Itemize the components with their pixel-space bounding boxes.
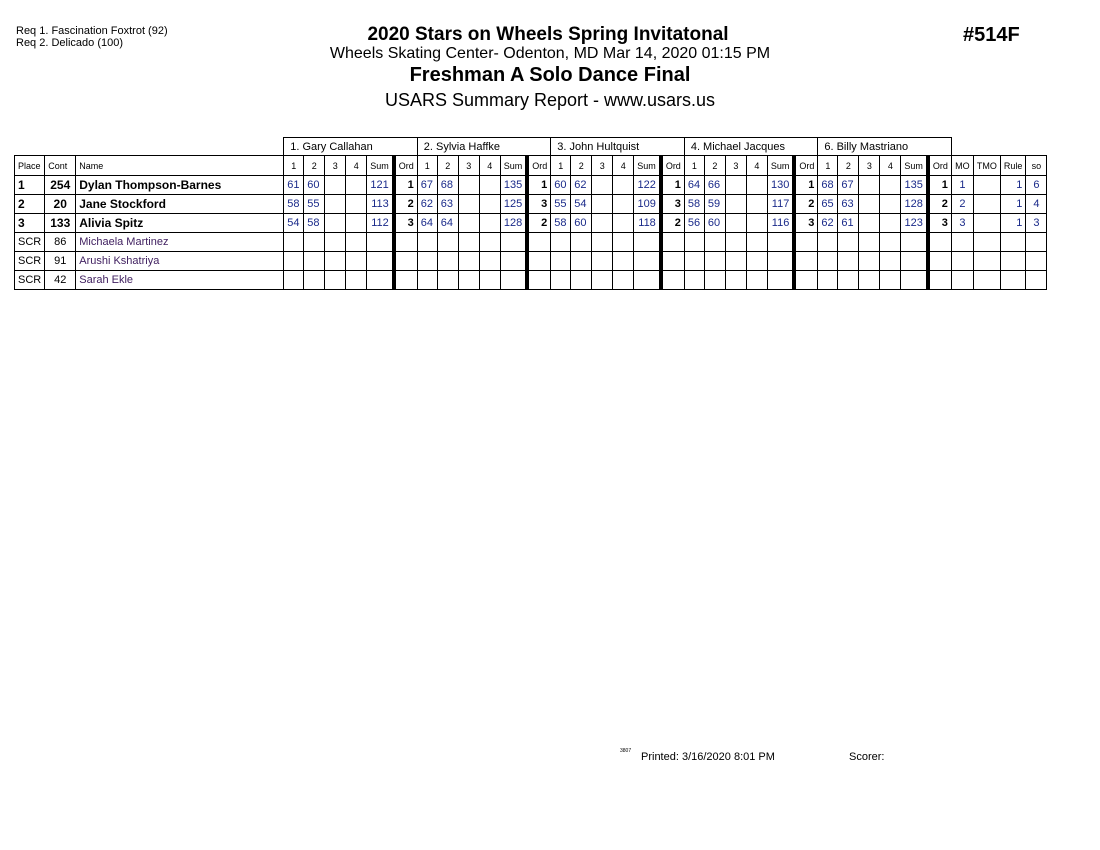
mo-header: MO <box>951 156 973 176</box>
rule: 1 <box>1000 214 1026 233</box>
column-header-row <box>15 156 1047 176</box>
mark-header: 2 <box>304 156 325 176</box>
judge-mark <box>346 214 367 233</box>
so <box>1026 252 1047 271</box>
table-row <box>15 271 1047 290</box>
judge-mark <box>437 252 458 271</box>
judge-mark: 64 <box>417 214 437 233</box>
judge-ordinal <box>394 252 418 271</box>
judge-ordinal <box>794 271 818 290</box>
skater-name: Alivia Spitz <box>76 214 284 233</box>
judge-mark: 55 <box>304 195 325 214</box>
judge-sum <box>901 271 928 290</box>
skater-name: Michaela Martinez <box>76 233 284 252</box>
judge-sum: 109 <box>634 195 661 214</box>
so-header: so <box>1026 156 1047 176</box>
judge-mark <box>859 271 880 290</box>
judge-mark <box>859 195 880 214</box>
place: 3 <box>15 214 45 233</box>
mark-header: 4 <box>880 156 901 176</box>
judge-sum <box>367 233 394 252</box>
mark-header: 2 <box>437 156 458 176</box>
judge-mark: 68 <box>437 176 458 195</box>
judge-mark <box>746 195 767 214</box>
judge-mark <box>458 233 479 252</box>
judge-mark <box>746 252 767 271</box>
judge-mark: 62 <box>571 176 592 195</box>
judge-mark <box>684 271 704 290</box>
judge-mark: 60 <box>571 214 592 233</box>
judge-sum <box>367 252 394 271</box>
judge-mark: 64 <box>437 214 458 233</box>
judge-sum: 135 <box>901 176 928 195</box>
rule <box>1000 233 1026 252</box>
judge-ordinal <box>928 252 952 271</box>
judge-sum <box>500 233 527 252</box>
judge-mark: 58 <box>284 195 304 214</box>
spacer <box>15 138 284 156</box>
rule <box>1000 271 1026 290</box>
report-title: USARS Summary Report - www.usars.us <box>384 90 716 110</box>
name-header: Name <box>76 156 284 176</box>
skater-name: Arushi Kshatriya <box>76 252 284 271</box>
judge-mark <box>417 233 437 252</box>
so <box>1026 233 1047 252</box>
judge-sum: 121 <box>367 176 394 195</box>
mark-header: 3 <box>592 156 613 176</box>
judge-name: 4. Michael Jacques <box>684 138 818 156</box>
judge-mark <box>284 271 304 290</box>
judge-sum: 125 <box>500 195 527 214</box>
judge-ordinal: 3 <box>928 214 952 233</box>
judge-ordinal: 2 <box>394 195 418 214</box>
judge-ordinal <box>928 271 952 290</box>
judge-mark <box>479 271 500 290</box>
table-row <box>15 195 1047 214</box>
judge-mark: 58 <box>304 214 325 233</box>
judge-mark: 65 <box>818 195 838 214</box>
judge-mark: 63 <box>838 195 859 214</box>
judge-mark <box>417 252 437 271</box>
contestant-number: 91 <box>45 252 76 271</box>
judge-mark <box>613 214 634 233</box>
judge-mark <box>346 233 367 252</box>
contestant-number: 20 <box>45 195 76 214</box>
judge-mark: 60 <box>304 176 325 195</box>
judge-ordinal <box>661 233 685 252</box>
skater-name: Dylan Thompson-Barnes <box>76 176 284 195</box>
footer-code: 3807 <box>620 748 632 754</box>
judge-mark <box>458 195 479 214</box>
judge-sum: 118 <box>634 214 661 233</box>
competition-title: 2020 Stars on Wheels Spring Invitatonal <box>367 24 729 45</box>
mark-header: Sum <box>901 156 928 176</box>
judge-sum: 116 <box>767 214 794 233</box>
judge-mark <box>325 214 346 233</box>
judge-mark <box>346 195 367 214</box>
judge-mark: 68 <box>818 176 838 195</box>
mark-header: 3 <box>325 156 346 176</box>
judge-mark <box>346 271 367 290</box>
judge-mark <box>859 233 880 252</box>
judge-ordinal: 3 <box>527 195 551 214</box>
judge-mark <box>479 233 500 252</box>
so: 6 <box>1026 176 1047 195</box>
judge-mark <box>725 233 746 252</box>
rule-header: Rule <box>1000 156 1026 176</box>
event-title: Freshman A Solo Dance Final <box>409 64 691 86</box>
judge-mark <box>704 271 725 290</box>
mo <box>951 271 973 290</box>
judge-sum <box>634 271 661 290</box>
place: 2 <box>15 195 45 214</box>
skater-name: Sarah Ekle <box>76 271 284 290</box>
tmo-header: TMO <box>973 156 1000 176</box>
judge-mark <box>325 271 346 290</box>
scorer-label: Scorer: <box>849 751 885 763</box>
judge-mark <box>859 252 880 271</box>
judge-mark <box>479 176 500 195</box>
judge-ordinal: 2 <box>794 195 818 214</box>
judge-sum <box>901 233 928 252</box>
judge-mark: 67 <box>417 176 437 195</box>
mark-header: Ord <box>794 156 818 176</box>
results-table <box>14 137 1047 290</box>
judge-mark: 54 <box>284 214 304 233</box>
requirement-2: Req 2. Delicado (100) <box>16 37 124 49</box>
judge-sum: 113 <box>367 195 394 214</box>
judge-mark <box>880 214 901 233</box>
judge-ordinal: 2 <box>928 195 952 214</box>
judge-name: 3. John Hultquist <box>551 138 685 156</box>
judge-name: 1. Gary Callahan <box>284 138 418 156</box>
judge-mark <box>880 195 901 214</box>
judge-ordinal <box>794 233 818 252</box>
judge-mark: 59 <box>704 195 725 214</box>
judge-mark <box>684 252 704 271</box>
judge-mark: 58 <box>684 195 704 214</box>
judge-mark <box>437 233 458 252</box>
judge-ordinal <box>661 271 685 290</box>
mark-header: Ord <box>928 156 952 176</box>
judge-mark <box>592 271 613 290</box>
judge-mark <box>613 271 634 290</box>
judge-mark <box>571 252 592 271</box>
judge-mark <box>725 271 746 290</box>
judge-mark <box>684 233 704 252</box>
mark-header: Ord <box>527 156 551 176</box>
judge-mark <box>592 195 613 214</box>
judge-mark <box>704 233 725 252</box>
judge-ordinal <box>527 252 551 271</box>
judge-mark: 61 <box>284 176 304 195</box>
judge-sum: 128 <box>500 214 527 233</box>
so: 4 <box>1026 195 1047 214</box>
judge-mark <box>346 252 367 271</box>
judge-sum <box>367 271 394 290</box>
judge-mark <box>571 233 592 252</box>
judge-mark <box>746 214 767 233</box>
judge-mark <box>551 252 571 271</box>
judge-mark <box>325 195 346 214</box>
judge-sum <box>500 271 527 290</box>
judge-mark <box>458 214 479 233</box>
judge-mark <box>725 214 746 233</box>
tmo <box>973 195 1000 214</box>
mark-header: Ord <box>394 156 418 176</box>
judge-mark <box>417 271 437 290</box>
mark-header: 2 <box>704 156 725 176</box>
judge-mark: 55 <box>551 195 571 214</box>
judge-sum <box>634 233 661 252</box>
judge-ordinal: 3 <box>794 214 818 233</box>
judge-mark <box>880 252 901 271</box>
mo <box>951 252 973 271</box>
judge-mark <box>725 195 746 214</box>
judge-mark: 62 <box>818 214 838 233</box>
tmo <box>973 271 1000 290</box>
judge-mark <box>880 176 901 195</box>
judge-sum: 122 <box>634 176 661 195</box>
judge-mark <box>818 233 838 252</box>
judge-mark <box>592 252 613 271</box>
judge-mark <box>551 233 571 252</box>
judge-mark <box>613 233 634 252</box>
judge-sum: 135 <box>500 176 527 195</box>
judge-sum <box>767 252 794 271</box>
judge-mark: 61 <box>838 214 859 233</box>
judge-ordinal <box>527 233 551 252</box>
judge-ordinal <box>394 271 418 290</box>
judge-mark: 56 <box>684 214 704 233</box>
judge-sum: 123 <box>901 214 928 233</box>
judge-ordinal: 2 <box>661 214 685 233</box>
judge-mark <box>458 271 479 290</box>
judge-ordinal <box>394 233 418 252</box>
judge-mark: 58 <box>551 214 571 233</box>
judge-sum <box>500 252 527 271</box>
judge-mark <box>551 271 571 290</box>
judge-mark <box>437 271 458 290</box>
judge-mark <box>880 233 901 252</box>
judge-mark <box>818 252 838 271</box>
judge-mark <box>613 252 634 271</box>
judge-ordinal <box>794 252 818 271</box>
contestant-number: 254 <box>45 176 76 195</box>
mark-header: 1 <box>551 156 571 176</box>
mark-header: 4 <box>346 156 367 176</box>
rule: 1 <box>1000 195 1026 214</box>
judge-mark <box>746 271 767 290</box>
mark-header: 1 <box>818 156 838 176</box>
judge-name: 6. Billy Mastriano <box>818 138 952 156</box>
judge-mark <box>818 271 838 290</box>
mo <box>951 233 973 252</box>
mark-header: 4 <box>746 156 767 176</box>
judge-ordinal: 1 <box>527 176 551 195</box>
judge-mark <box>704 252 725 271</box>
judge-ordinal <box>527 271 551 290</box>
rule <box>1000 252 1026 271</box>
judge-mark: 54 <box>571 195 592 214</box>
judge-mark: 60 <box>704 214 725 233</box>
judge-mark <box>613 195 634 214</box>
mark-header: Sum <box>367 156 394 176</box>
mark-header: Sum <box>634 156 661 176</box>
mark-header: Sum <box>767 156 794 176</box>
judge-mark <box>880 271 901 290</box>
judge-mark <box>592 176 613 195</box>
judge-mark: 60 <box>551 176 571 195</box>
judge-mark <box>859 176 880 195</box>
judge-mark <box>458 252 479 271</box>
judge-sum: 130 <box>767 176 794 195</box>
cont-header: Cont <box>45 156 76 176</box>
table-row <box>15 252 1047 271</box>
place: SCR <box>15 233 45 252</box>
judge-mark <box>859 214 880 233</box>
judge-mark <box>346 176 367 195</box>
contestant-number: 133 <box>45 214 76 233</box>
tmo <box>973 233 1000 252</box>
judge-name: 2. Sylvia Haffke <box>417 138 551 156</box>
mark-header: 4 <box>613 156 634 176</box>
judge-ordinal <box>661 252 685 271</box>
judge-mark <box>838 252 859 271</box>
mark-header: 3 <box>458 156 479 176</box>
judge-mark <box>458 176 479 195</box>
judge-mark <box>746 233 767 252</box>
judge-mark <box>304 271 325 290</box>
judge-mark <box>746 176 767 195</box>
mark-header: 2 <box>571 156 592 176</box>
judge-mark <box>479 252 500 271</box>
mark-header: 1 <box>417 156 437 176</box>
rule: 1 <box>1000 176 1026 195</box>
place: SCR <box>15 271 45 290</box>
judge-mark: 66 <box>704 176 725 195</box>
judge-mark <box>571 271 592 290</box>
event-number: #514F <box>963 24 1020 46</box>
judge-ordinal <box>928 233 952 252</box>
tmo <box>973 214 1000 233</box>
skater-name: Jane Stockford <box>76 195 284 214</box>
judge-ordinal: 1 <box>661 176 685 195</box>
judge-mark <box>479 195 500 214</box>
place: SCR <box>15 252 45 271</box>
table-row <box>15 214 1047 233</box>
mark-header: Sum <box>500 156 527 176</box>
judge-mark <box>725 252 746 271</box>
judge-mark: 67 <box>838 176 859 195</box>
so <box>1026 271 1047 290</box>
judge-mark <box>479 214 500 233</box>
judge-ordinal: 3 <box>394 214 418 233</box>
judge-ordinal: 3 <box>661 195 685 214</box>
location-date: Wheels Skating Center- Odenton, MD Mar 14, 2020 01:15 PM <box>329 45 771 62</box>
so: 3 <box>1026 214 1047 233</box>
judge-mark <box>304 252 325 271</box>
mo: 1 <box>951 176 973 195</box>
judge-mark: 64 <box>684 176 704 195</box>
judge-mark <box>325 176 346 195</box>
place: 1 <box>15 176 45 195</box>
judge-mark: 62 <box>417 195 437 214</box>
judge-sum: 128 <box>901 195 928 214</box>
mark-header: 4 <box>479 156 500 176</box>
judge-sum <box>767 233 794 252</box>
judge-mark <box>304 233 325 252</box>
requirement-1: Req 1. Fascination Foxtrot (92) <box>16 25 168 37</box>
mo: 3 <box>951 214 973 233</box>
judge-mark <box>284 233 304 252</box>
spacer <box>951 138 1047 156</box>
judge-ordinal: 2 <box>527 214 551 233</box>
place-header: Place <box>15 156 45 176</box>
mark-header: Ord <box>661 156 685 176</box>
mo: 2 <box>951 195 973 214</box>
judge-mark <box>325 233 346 252</box>
judge-mark <box>284 252 304 271</box>
judge-ordinal: 1 <box>794 176 818 195</box>
judge-mark <box>838 233 859 252</box>
judge-sum <box>901 252 928 271</box>
contestant-number: 42 <box>45 271 76 290</box>
judge-ordinal: 1 <box>394 176 418 195</box>
judge-sum <box>634 252 661 271</box>
tmo <box>973 176 1000 195</box>
printed-date: Printed: 3/16/2020 8:01 PM <box>641 751 775 763</box>
mark-header: 3 <box>725 156 746 176</box>
tmo <box>973 252 1000 271</box>
judge-mark <box>725 176 746 195</box>
judge-sum <box>767 271 794 290</box>
table-row <box>15 233 1047 252</box>
judge-mark <box>592 214 613 233</box>
judge-mark: 63 <box>437 195 458 214</box>
mark-header: 1 <box>684 156 704 176</box>
mark-header: 2 <box>838 156 859 176</box>
judge-ordinal: 1 <box>928 176 952 195</box>
contestant-number: 86 <box>45 233 76 252</box>
judge-sum: 117 <box>767 195 794 214</box>
judge-sum: 112 <box>367 214 394 233</box>
mark-header: 1 <box>284 156 304 176</box>
mark-header: 3 <box>859 156 880 176</box>
judge-mark <box>325 252 346 271</box>
table-row <box>15 176 1047 195</box>
judge-mark <box>838 271 859 290</box>
judge-header-row <box>15 138 1047 156</box>
judge-mark <box>592 233 613 252</box>
judge-mark <box>613 176 634 195</box>
